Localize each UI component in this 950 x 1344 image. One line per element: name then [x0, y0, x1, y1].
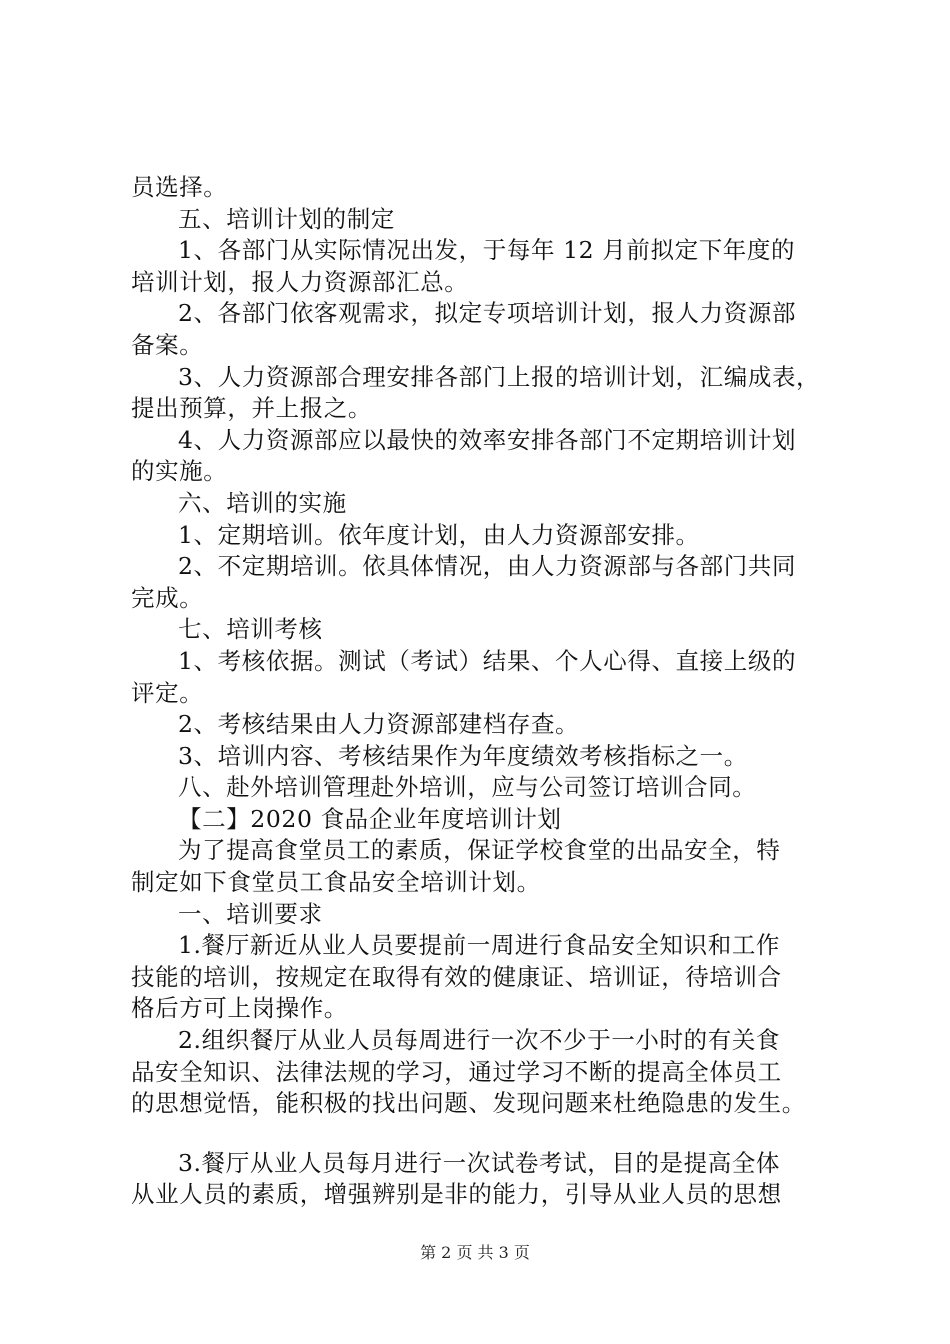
- text-line: 培训计划，报人力资源部汇总。: [131, 267, 469, 296]
- text-line: 的思想觉悟，能积极的找出问题、发现问题来杜绝隐患的发生。: [131, 1089, 806, 1118]
- text-line: 五、培训计划的制定: [178, 204, 395, 233]
- text-line: 2、考核结果由人力资源部建档存查。: [178, 710, 580, 739]
- text-line: 制定如下食堂员工食品安全培训计划。: [131, 868, 541, 897]
- text-line: 一、培训要求: [178, 899, 323, 928]
- text-line: 3.餐厅从业人员每月进行一次试卷考试，目的是提高全体: [178, 1148, 781, 1177]
- text-line: 的实施。: [131, 457, 228, 486]
- text-line: 2、不定期培训。依具体情况，由人力资源部与各部门共同: [178, 552, 797, 581]
- text-line: 品安全知识、法律法规的学习，通过学习不断的提高全体员工: [131, 1057, 782, 1086]
- text-line: 备案。: [131, 330, 204, 359]
- text-line: 完成。: [131, 583, 204, 612]
- text-line: 2、各部门依客观需求，拟定专项培训计划，报人力资源部: [178, 299, 797, 328]
- text-line: 4、人力资源部应以最快的效率安排各部门不定期培训计划: [178, 425, 797, 454]
- text-line: 3、人力资源部合理安排各部门上报的培训计划，汇编成表，: [178, 362, 821, 391]
- text-line: 3、培训内容、考核结果作为年度绩效考核指标之一。: [178, 741, 748, 770]
- page-footer: 第 2 页 共 3 页: [420, 1243, 530, 1262]
- document-body: [131, 172, 831, 1211]
- text-line: 1、考核依据。测试（考试）结果、个人心得、直接上级的: [178, 646, 797, 675]
- text-line: 员选择。: [131, 173, 228, 201]
- paragraph-gap: [131, 1120, 831, 1148]
- text-line: 七、培训考核: [178, 615, 323, 644]
- text-line: 提出预算，并上报之。: [131, 394, 372, 423]
- text-line: 评定。: [131, 678, 204, 707]
- text-line: 从业人员的素质，增强辨别是非的能力，引导从业人员的思想: [131, 1180, 782, 1209]
- text-line: 格后方可上岗操作。: [131, 994, 348, 1023]
- text-line: 1.餐厅新近从业人员要提前一周进行食品安全知识和工作: [178, 931, 781, 960]
- text-line: 1、定期培训。依年度计划，由人力资源部安排。: [178, 520, 700, 549]
- text-line: 八、赴外培训管理赴外培训，应与公司签订培训合同。: [178, 773, 757, 802]
- text-line: 技能的培训，按规定在取得有效的健康证、培训证，待培训合: [131, 962, 782, 991]
- text-line: 1、各部门从实际情况出发，于每年 12 月前拟定下年度的: [178, 236, 796, 265]
- text-line: 2.组织餐厅从业人员每周进行一次不少于一小时的有关食: [178, 1026, 781, 1055]
- text-line: 【二】2020 食品企业年度培训计划: [178, 804, 562, 833]
- text-line: 六、培训的实施: [178, 488, 347, 517]
- text-line: 为了提高食堂员工的素质，保证学校食堂的出品安全，特: [178, 836, 781, 865]
